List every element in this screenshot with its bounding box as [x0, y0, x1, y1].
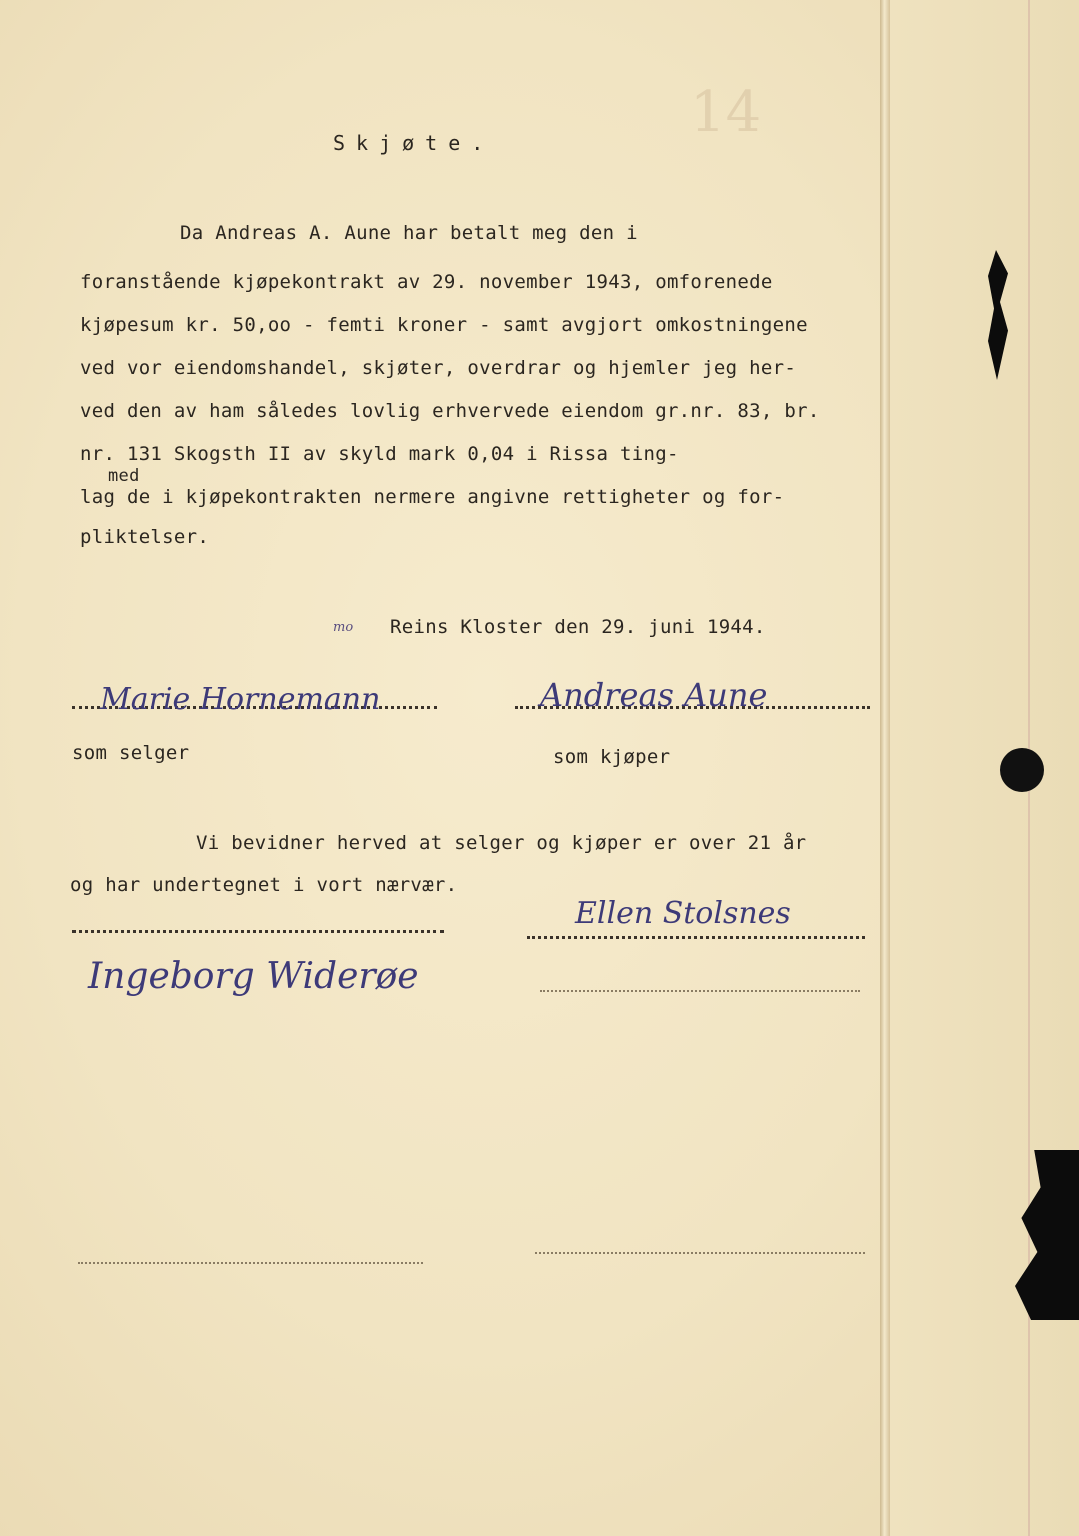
seller-role: som selger	[72, 742, 190, 764]
witness-line-2: og har undertegnet i vort nærvær.	[70, 874, 458, 896]
blank-line-left	[78, 1262, 423, 1264]
faint-handwritten-mark: 14	[690, 80, 762, 145]
body-line-4: ved vor eiendomshandel, skjøter, overdrar og hjemler jeg her-	[80, 357, 797, 379]
extra-line-1	[540, 990, 860, 992]
seller-signature: Marie Hornemann	[100, 682, 381, 717]
witness-1-signature: Ingeborg Widerøe	[88, 956, 419, 997]
body-line-7: lag de i kjøpekontrakten nermere angivne rettigheter og for-	[80, 486, 785, 508]
body-line-5: ved den av ham således lovlig erhvervede eiendom gr.nr. 83, br.	[80, 400, 820, 422]
page-fold	[880, 0, 890, 1536]
buyer-signature: Andreas Aune	[540, 676, 768, 714]
body-line-6: nr. 131 Skogsth II av skyld mark 0,04 i Rissa ting-	[80, 443, 679, 465]
punch-hole	[1000, 748, 1044, 792]
buyer-role: som kjøper	[553, 746, 671, 768]
document-title: Skjøte.	[333, 131, 495, 155]
body-line-1: Da Andreas A. Aune har betalt meg den i	[180, 222, 638, 244]
body-line-8: pliktelser.	[80, 526, 210, 548]
place-date: Reins Kloster den 29. juni 1944.	[390, 616, 766, 638]
witness-1-line	[72, 930, 444, 933]
witness-line-1: Vi bevidner herved at selger og kjøper er over 21 år	[196, 832, 807, 854]
body-line-2: foranstående kjøpekontrakt av 29. november 1943, omforenede	[80, 271, 773, 293]
insertion-text: med	[108, 466, 140, 486]
blank-line-right	[535, 1252, 865, 1254]
witness-2-line	[527, 936, 865, 939]
small-ink-mark: mo	[333, 620, 354, 635]
body-line-3: kjøpesum kr. 50,oo - femti kroner - samt avgjort omkostningene	[80, 314, 808, 336]
witness-2-signature: Ellen Stolsnes	[575, 896, 791, 931]
